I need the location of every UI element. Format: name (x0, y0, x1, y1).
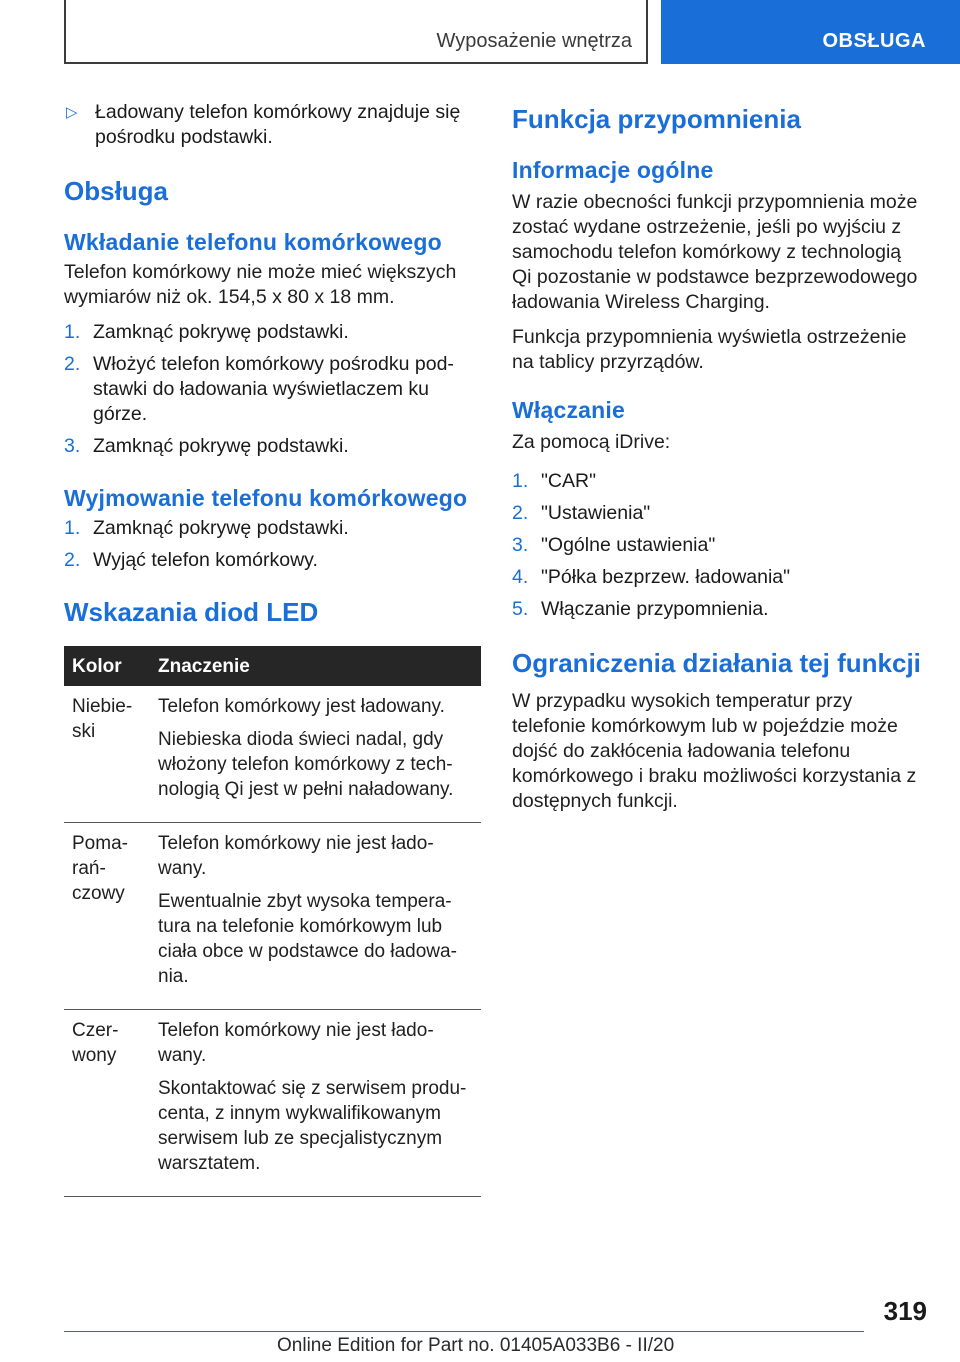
cell-color: Czerwony (64, 1010, 150, 1197)
info-paragraph-1: W razie obecności funkcji przypomnienia może zostać wydane ostrzeżenie, jeśli po wyjściu z samochodu telefon komórkowy z technologią Qi pozostanie w podstawce bezprzewodowego ładowania Wireless Charging. (512, 191, 918, 313)
list-item (64, 320, 481, 345)
heading-funkcja: Funkcja przypomnienia (512, 104, 801, 134)
cell-meaning (150, 823, 481, 1010)
step-text: Zamknąć pokrywę podstawki. (93, 321, 349, 343)
heading-wlaczanie: Włączanie (512, 397, 626, 423)
list-item (512, 565, 926, 590)
right-column (512, 100, 926, 824)
col-header-color: Kolor (64, 646, 150, 686)
col-header-meaning: Znaczenie (150, 646, 481, 686)
step-number: 4. (512, 566, 529, 588)
header-frame (64, 0, 648, 64)
step-text: Włączanie przypomnienia. (541, 598, 769, 620)
intro-bullet-text: Ładowany telefon komórkowy znajduje się pośrodku podstawki. (95, 101, 461, 148)
step-text: "CAR" (541, 470, 597, 492)
table-row (64, 1010, 481, 1197)
footer-edition: Online Edition for Part no. 01405A033B6 - II/20 (277, 1335, 675, 1356)
step-text: Włożyć telefon komórkowy pośrodku podstawki do ładowania wyświetlaczem ku górze. (93, 353, 454, 425)
meaning-line: Niebieska dioda świeci nadal, gdy włożony telefon komórkowy z technologią Qi jest w pełni naładowany. (158, 729, 454, 800)
list-item (512, 501, 926, 526)
header-section-title: Wyposażenie wnętrza (436, 30, 632, 52)
triangle-right-icon: ▷ (66, 104, 78, 121)
table-header-row (64, 646, 481, 686)
ograniczenia-text: W przypadku wysokich temperatur przy telefonie komórkowym lub w pojeździe może dojść do zakłócenia ładowania telefonu komórkowego i braku możliwości korzystania z dostępnych funkcji. (512, 690, 917, 812)
step-number: 3. (512, 534, 529, 556)
heading-informacje: Informacje ogólne (512, 157, 714, 183)
cell-color: Niebieski (64, 686, 150, 823)
step-number: 2. (64, 549, 81, 571)
step-text: "Półka bezprzew. ładowania" (541, 566, 791, 588)
meaning-line: Telefon komórkowy jest ładowany. (158, 696, 445, 717)
wyjmowanie-steps (64, 516, 481, 573)
list-item (512, 469, 926, 494)
info-paragraph-2: Funkcja przypomnienia wyświetla ostrzeżenie na tablicy przyrządów. (512, 326, 907, 373)
table-row (64, 823, 481, 1010)
heading-ograniczenia: Ograniczenia działania tej funkcji (512, 648, 921, 678)
list-item (64, 434, 481, 459)
heading-wkladanie: Wkładanie telefonu komórkowego (64, 229, 442, 255)
meaning-line: Telefon komórkowy nie jest ładowany. (158, 833, 434, 879)
step-text: Zamknąć pokrywę podstawki. (93, 435, 349, 457)
wlaczanie-text: Za pomocą iDrive: (512, 431, 671, 453)
step-text: "Ustawienia" (541, 502, 651, 524)
step-text: Zamknąć pokrywę podstawki. (93, 517, 349, 539)
step-number: 5. (512, 598, 529, 620)
step-text: "Ogólne ustawienia" (541, 534, 716, 556)
table-row (64, 686, 481, 823)
heading-led: Wskazania diod LED (64, 597, 319, 627)
list-item (64, 548, 481, 573)
heading-obsluga: Obsługa (64, 176, 169, 206)
list-item (512, 533, 926, 558)
cell-meaning (150, 1010, 481, 1197)
meaning-line: Skontaktować się z serwisem producenta, z innym wykwalifikowanym serwisem lub ze specjalistycznym warsztatem. (158, 1078, 467, 1174)
heading-wyjmowanie: Wyjmowanie telefonu komórkowego (64, 485, 468, 511)
list-item (512, 597, 926, 622)
page-header (0, 0, 960, 66)
step-number: 2. (64, 353, 81, 375)
wkladanie-text: Telefon komórkowy nie może mieć większych wymiarów niż ok. 154,5 x 80 x 18 mm. (64, 261, 457, 308)
step-number: 3. (64, 435, 81, 457)
list-item (64, 516, 481, 541)
step-number: 1. (64, 321, 81, 343)
wkladanie-steps (64, 320, 481, 459)
step-number: 1. (64, 517, 81, 539)
led-table (64, 646, 481, 1197)
intro-bullet (64, 100, 481, 150)
step-number: 1. (512, 470, 529, 492)
cell-color: Pomarańczowy (64, 823, 150, 1010)
cell-meaning (150, 686, 481, 823)
meaning-line: Telefon komórkowy nie jest ładowany. (158, 1020, 434, 1066)
header-chapter-tab (661, 0, 960, 64)
step-number: 2. (512, 502, 529, 524)
list-item (64, 352, 481, 427)
left-column (64, 100, 481, 1197)
page-number: 319 (883, 1296, 927, 1326)
footer-divider (64, 1331, 864, 1332)
wlaczanie-steps (512, 469, 926, 622)
header-chapter-label: OBSŁUGA (822, 30, 926, 52)
meaning-line: Ewentualnie zbyt wysoka temperatura na telefonie komórkowym lub ciała obce w podstawce do ładowania. (158, 891, 457, 987)
step-text: Wyjąć telefon komórkowy. (93, 549, 318, 571)
